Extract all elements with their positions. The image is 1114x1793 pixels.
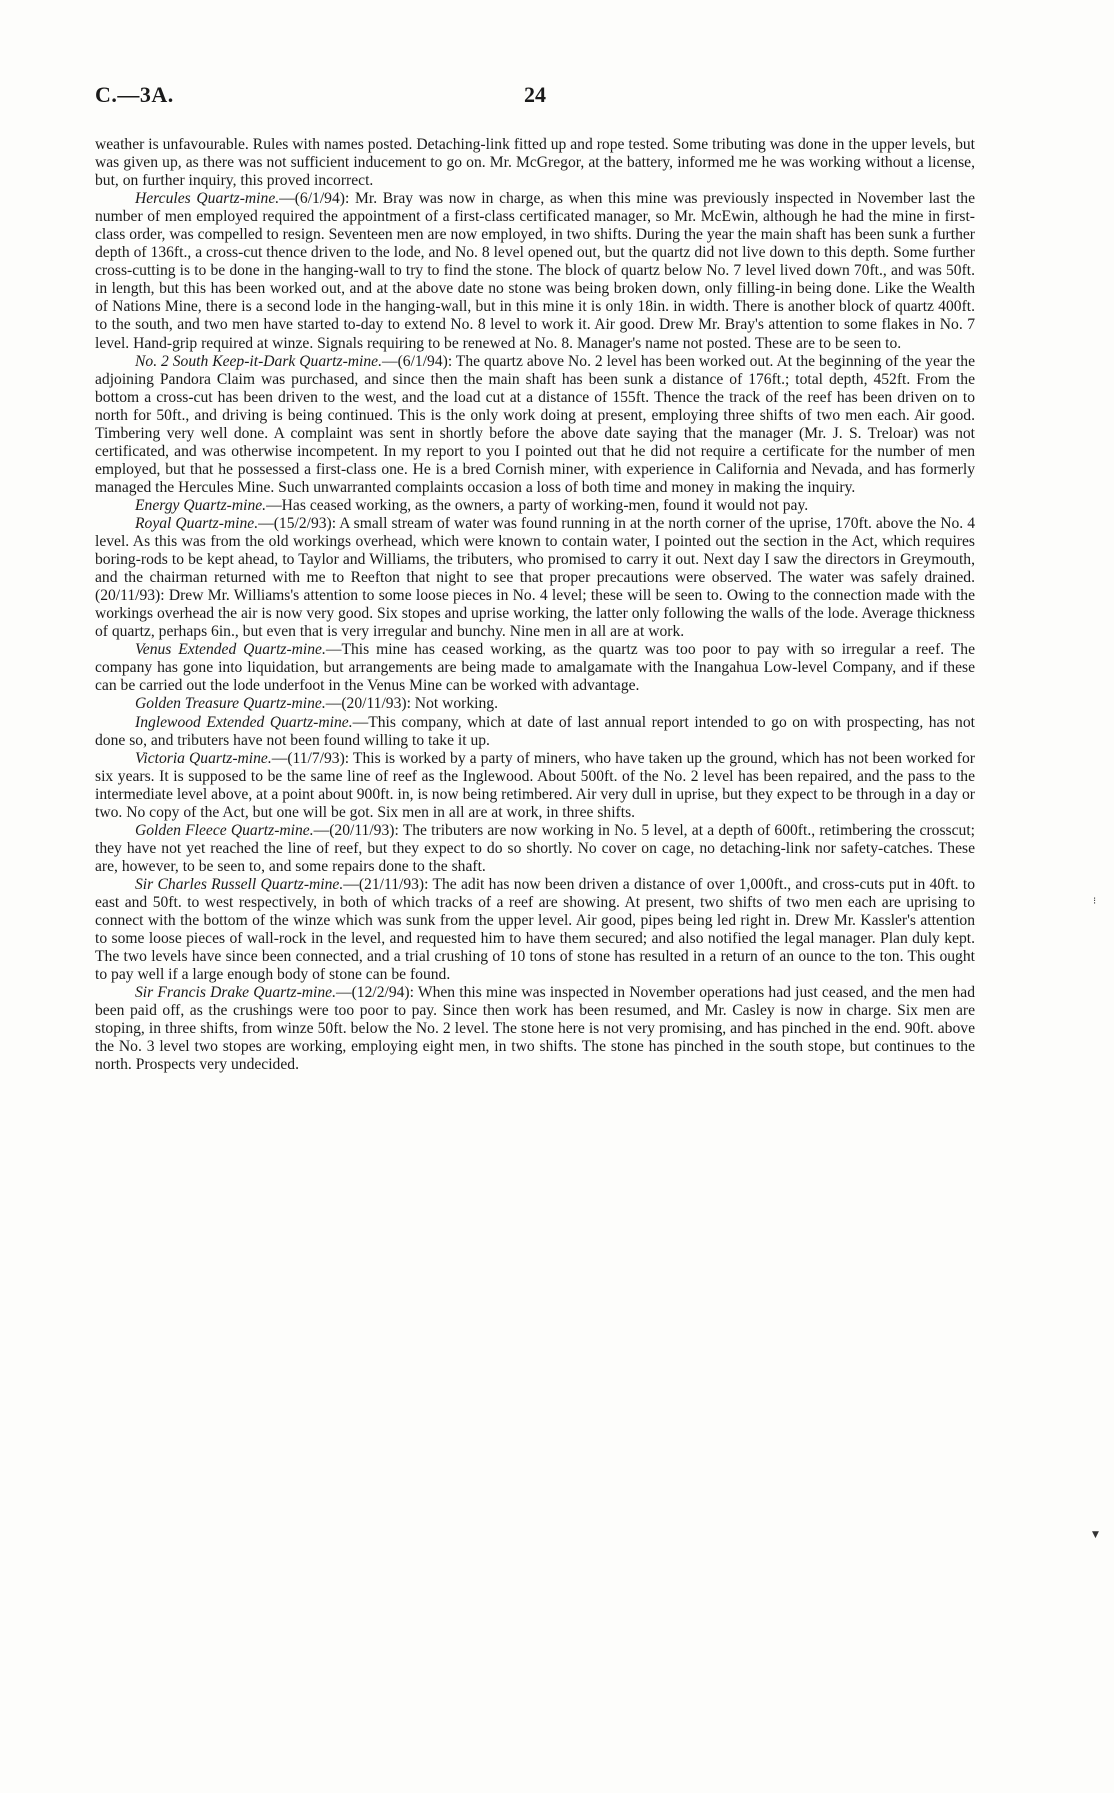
paragraph-text: —(6/1/94): Mr. Bray was now in charge, as when this mine was previously inspected in November last the number of men employed required the appointment of a first-class certificated manager, so Mr. McEwin, although he had the mine in first-class order, was compelled to resign. Seventeen men are now employed, in two shifts. During the year the main shaft has been sunk a further depth of 136ft., a cross-cut thence driven to the lode, and No. 8 level opened out, but the quartz did not live down to this depth. Some further cross-cutting is to be done in the hanging-wall to try to find the stone. The block of quartz below No. 7 level lived down 70ft., and was 50ft. in length, but this has been worked out, and at the above date no stone was being broken down, only filling-in being done. Like the Wealth of Nations Mine, there is a second lode in the hanging-wall, but in this mine it is only 18in. in width. There is another block of quartz 400ft. to the south, and two men have started to-day to extend No. 8 level to work it. Air good. Drew Mr. Bray's attention to some flakes in No. 7 level. Hand-grip required at winze. Signals requiring to be renewed at No. 8. Manager's name not posted. These are to be seen to. (95, 190, 975, 352)
paragraph-text: —(20/11/93): The tributers are now working in No. 5 level, at a depth of 600ft., retimbering the crosscut; they have not yet reached the line of reef, but they expect to do so shortly. No cover on cage, no detaching-link nor safety-catches. These are, however, to be seen to, and some repairs done to the shaft. (95, 821, 975, 875)
page-number: 24 (524, 82, 546, 107)
paragraph-text: —(12/2/94): When this mine was inspected in November operations had just ceased, and the men had been paid off, as the crushings were too poor to pay. Since then work has been resumed, and Mr. Casley is now in charge. Six men are stoping, in three shifts, from winze 50ft. below the No. 2 level. The stone here is not very promising, and has pinched in the end. 90ft. above the No. 3 level two stopes are working, employing eight men, in two shifts. The stone has pinched in the south stope, but continues to the north. Prospects very undecided. (95, 984, 976, 1074)
paragraph-text: weather is unfavourable. Rules with names posted. Detaching-link fitted up and rope tested. Some tributing was done in the upper levels, but was given up, as there was not sufficient inducement to go on. Mr. McGregor, at the battery, informed me he was working without a license, but, on further inquiry, this proved incorrect. (95, 136, 975, 190)
paragraph-text: —(21/11/93): The adit has now been driven a distance of over 1,000ft., and cross-cuts put in 40ft. to east and 50ft. to west respectively, in both of which tracks of a reef are showing. At present, two shifts of two men each are uprising to connect with the bottom of the winze which was sunk from the upper level. Air good, pipes being led right in. Drew Mr. Kassler's attention to some loose pieces of wall-rock in the level, and requested him to have them secured; and also notified the legal manager. Plan duly kept. The two levels have since been connected, and a trial crushing of 10 tons of stone has resulted in a return of an ounce to the ton. This ought to pay well if a large enough body of stone can be found. (95, 875, 975, 984)
paragraph-inglewood-extended (95, 714, 975, 750)
paragraph-text: —(6/1/94): The quartz above No. 2 level has been worked out. At the beginning of the year the adjoining Pandora Claim was purchased, and since then the main shaft has been sunk a distance of 176ft.; total depth, 452ft. From the bottom a cross-cut has been driven to the west, and the load cut at a distance of 155ft. Thence the track of the reef has been driven on to north for 50ft., and driving is being continued. This is the only work doing at present, employing three shifts of two men each. Air good. Timbering very well done. A complaint was sent in shortly before the above date saying that the manager (Mr. J. S. Treloar) was not certificated, and was otherwise incompetent. In my report to you I pointed out that he did not require a certificate for the number of men employed, but that he possessed a first-class one. He is a bred Cornish miner, with experience in California and Nevada, and has formerly managed the Hercules Mine. Such unwarranted complaints occasion a loss of both time and money in making the inquiry. (95, 352, 975, 496)
mine-title: Golden Treasure Quartz-mine. (135, 695, 326, 713)
scan-speck: ⁝ (1093, 896, 1097, 907)
document-reference: C.—3A. (95, 82, 174, 107)
paragraph-sir-francis-drake (95, 984, 975, 1074)
paragraph-continued (95, 136, 975, 190)
mine-title: Sir Francis Drake Quartz-mine. (135, 984, 336, 1002)
paragraph-golden-treasure (95, 695, 975, 713)
mine-title: Inglewood Extended Quartz-mine. (135, 713, 353, 731)
paragraph-text: —(11/7/93): This is worked by a party of miners, who have taken up the ground, which has not been worked for six years. It is supposed to be the same line of reef as the Inglewood. About 500ft. of the No. 2 level has been repaired, and the pass to the intermediate level above, at a point about 900ft. in, is now being retimbered. Air very dull in uprise, but they expect to be through in a day or two. No copy of the Act, but one will be got. Six men in all are at work, in three shifts. (95, 749, 975, 821)
mine-title: No. 2 South Keep-it-Dark Quartz-mine. (135, 352, 382, 370)
paragraph-venus-extended (95, 641, 975, 695)
mine-title: Venus Extended Quartz-mine. (135, 641, 326, 659)
mine-title: Victoria Quartz-mine. (135, 749, 272, 767)
mine-title: Hercules Quartz-mine. (135, 190, 280, 208)
paragraph-golden-fleece (95, 822, 975, 876)
report-body (95, 136, 975, 1074)
mine-title: Royal Quartz-mine. (135, 514, 259, 532)
paragraph-keep-it-dark (95, 353, 975, 497)
paragraph-text: —(15/2/93): A small stream of water was found running in at the north corner of the uprise, 170ft. above the No. 4 level. As this was from the old workings overhead, which were known to contain water, I pointed out the section in the Act, which requires boring-rods to be kept ahead, to Taylor and Williams, the tributers, who promised to carry it out. Next day I saw the directors in Greymouth, and the chairman returned with me to Reefton that night to see that proper precautions were observed. The water was safely drained. (20/11/93): Drew Mr. Williams's attention to some loose pieces in No. 4 level; these will be seen to. Owing to the connection made with the workings overhead the air is now very good. Six stopes and uprise working, the latter only following the walls of the lode. Average thickness of quartz, perhaps 6in., but even that is very irregular and bunchy. Nine men in all are at work. (95, 514, 975, 641)
paragraph-victoria (95, 750, 975, 822)
scan-arrow-mark: ▼ (1092, 1530, 1099, 1540)
paragraph-text: —(20/11/93): Not working. (325, 695, 498, 713)
paragraph-royal (95, 515, 975, 641)
paragraph-sir-charles-russell (95, 876, 975, 984)
mine-title: Golden Fleece Quartz-mine. (135, 821, 314, 839)
mine-title: Energy Quartz-mine. (135, 496, 267, 514)
paragraph-energy (95, 497, 975, 515)
page-header (95, 82, 975, 112)
paragraph-text: —This mine has ceased working, as the quartz was too poor to pay with so irregular a reef. The company has gone into liquidation, but arrangements are being made to amalgamate with the Inangahua Low-level Company, and if these can be carried out the lode underfoot in the Venus Mine can be worked with advantage. (95, 641, 976, 695)
paragraph-text: —This company, which at date of last annual report intended to go on with prospecting, has not done so, and tributers have not been found willing to take it up. (95, 713, 975, 749)
paragraph-hercules (95, 190, 975, 352)
mine-title: Sir Charles Russell Quartz-mine. (135, 875, 344, 893)
paragraph-text: —Has ceased working, as the owners, a party of working-men, found it would not pay. (266, 496, 809, 514)
